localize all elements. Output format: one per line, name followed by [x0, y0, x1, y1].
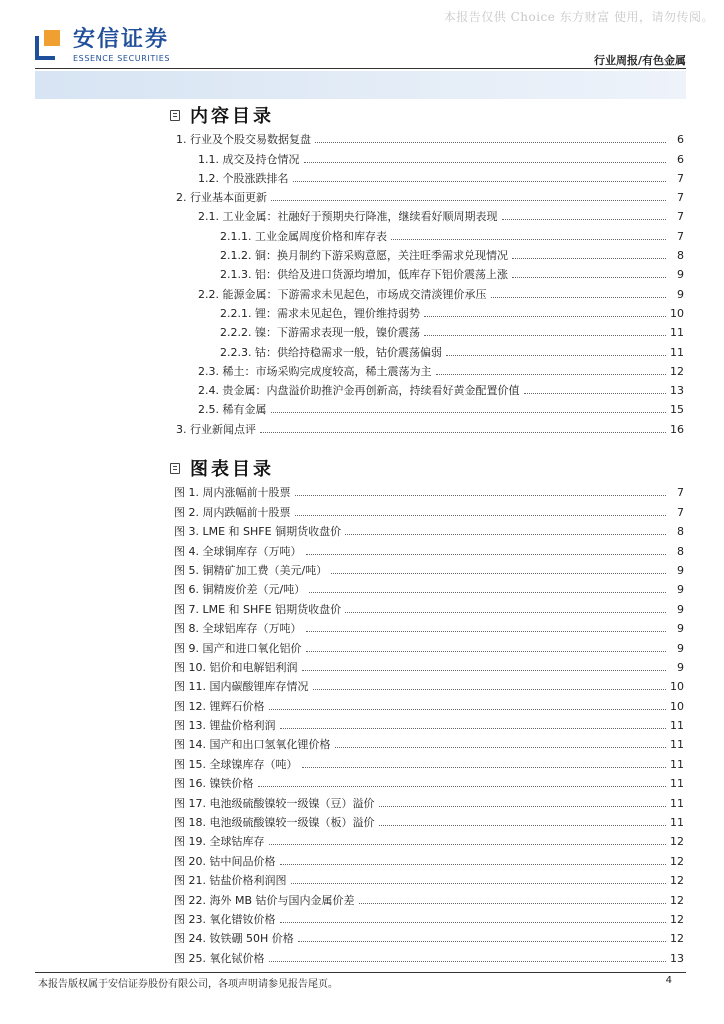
- toc-entry[interactable]: [170, 340, 684, 359]
- dot-leader: [424, 335, 666, 336]
- toc-entry[interactable]: [170, 244, 684, 263]
- entry-page: 11: [670, 816, 684, 830]
- entry-page: 7: [677, 210, 684, 224]
- watermark: 本报告仅供 Choice 东方财富 使用，请勿传阅。: [443, 10, 714, 24]
- dot-leader: [315, 142, 666, 143]
- entry-title: 图 7. LME 和 SHFE 铝期货收盘价: [174, 602, 342, 616]
- entry-title: 2.2.3. 钴：供给持稳需求一般，钴价震荡偏弱: [220, 345, 442, 359]
- entry-title: 图 19. 全球钴库存: [174, 835, 265, 849]
- dot-leader: [391, 239, 666, 240]
- dot-leader: [379, 806, 667, 807]
- dot-leader: [306, 631, 667, 632]
- entry-page: 9: [677, 602, 684, 616]
- entry-page: 10: [670, 306, 684, 320]
- entry-title: 2.4. 贵金属：内盘溢价助推沪金再创新高，持续看好黄金配置价值: [198, 384, 520, 398]
- dot-leader: [306, 651, 667, 652]
- dot-leader: [512, 277, 666, 278]
- entry-title: 1.2. 个股涨跌排名: [198, 171, 289, 185]
- entry-page: 13: [670, 384, 684, 398]
- entry-page: 7: [677, 486, 684, 500]
- company-logo: [35, 28, 170, 63]
- entry-title: 图 4. 全球铜库存（万吨）: [174, 544, 302, 558]
- figure-entry[interactable]: [170, 849, 684, 868]
- figure-entry[interactable]: [170, 500, 684, 519]
- entry-title: 1. 行业及个股交易数据复盘: [176, 133, 311, 147]
- dot-leader: [269, 709, 667, 710]
- entry-title: 1.1. 成交及持仓情况: [198, 152, 300, 166]
- dot-leader: [258, 786, 667, 787]
- report-type: 行业周报/有色金属: [593, 54, 686, 67]
- toc-entry[interactable]: [170, 302, 684, 321]
- entry-page: 12: [670, 835, 684, 849]
- dot-leader: [335, 747, 667, 748]
- entry-page: 11: [670, 738, 684, 752]
- footer-divider: [35, 972, 686, 973]
- dot-leader: [436, 374, 667, 375]
- toc-entry[interactable]: [170, 398, 684, 417]
- figure-entry[interactable]: [170, 888, 684, 907]
- dot-leader: [359, 903, 666, 904]
- entry-page: 11: [670, 757, 684, 771]
- logo-icon: [35, 30, 65, 62]
- entry-title: 图 24. 钕铁硼 50H 价格: [174, 932, 294, 946]
- entry-page: 11: [670, 796, 684, 810]
- entry-page: 11: [670, 719, 684, 733]
- figure-entry[interactable]: [170, 811, 684, 830]
- toc-entry[interactable]: [170, 379, 684, 398]
- figure-entry[interactable]: [170, 656, 684, 675]
- header-divider: [35, 68, 686, 69]
- brand-name-cn: 安信证券: [73, 27, 170, 52]
- footer-disclaimer: 本报告版权属于安信证券股份有限公司，各项声明请参见报告尾页。: [38, 979, 338, 990]
- figure-entry[interactable]: [170, 908, 684, 927]
- list-icon: [170, 463, 180, 474]
- figure-entry[interactable]: [170, 772, 684, 791]
- dot-leader: [269, 961, 667, 962]
- figure-entry[interactable]: [170, 617, 684, 636]
- entry-title: 图 14. 国产和出口氢氧化锂价格: [174, 738, 331, 752]
- figure-entry[interactable]: [170, 714, 684, 733]
- entry-page: 9: [677, 268, 684, 282]
- toc-entry[interactable]: [170, 360, 684, 379]
- figure-entry[interactable]: [170, 481, 684, 500]
- toc-section: [170, 102, 684, 437]
- entry-title: 图 22. 海外 MB 钴价与国内金属价差: [174, 893, 355, 907]
- figure-entry[interactable]: [170, 636, 684, 655]
- dot-leader: [280, 864, 667, 865]
- figure-entry[interactable]: [170, 675, 684, 694]
- entry-title: 图 13. 锂盐价格利润: [174, 719, 276, 733]
- entry-title: 图 2. 周内跌幅前十股票: [174, 505, 291, 519]
- entry-title: 图 20. 钴中间品价格: [174, 854, 276, 868]
- entry-title: 3. 行业新闻点评: [176, 422, 256, 436]
- toc-title: 内容目录: [190, 106, 274, 127]
- figure-entry[interactable]: [170, 520, 684, 539]
- figure-entry[interactable]: [170, 694, 684, 713]
- dot-leader: [298, 941, 666, 942]
- entry-title: 图 17. 电池级硫酸镍较一级镍（豆）溢价: [174, 796, 375, 810]
- dot-leader: [424, 316, 666, 317]
- dot-leader: [345, 612, 666, 613]
- entry-title: 图 1. 周内涨幅前十股票: [174, 486, 291, 500]
- toc-entry[interactable]: [170, 147, 684, 166]
- entry-title: 2.2. 能源金属：下游需求未见起色，市场成交清淡锂价承压: [198, 287, 487, 301]
- header-band: [35, 71, 686, 99]
- entry-title: 2.1.2. 铜：换月制约下游采购意愿，关注旺季需求兑现情况: [220, 249, 508, 263]
- dot-leader: [295, 515, 667, 516]
- entry-title: 图 5. 铜精矿加工费（美元/吨）: [174, 563, 328, 577]
- entry-page: 11: [670, 326, 684, 340]
- entry-title: 图 8. 全球铝库存（万吨）: [174, 622, 302, 636]
- entry-page: 11: [670, 777, 684, 791]
- toc-list: [170, 128, 684, 437]
- entry-page: 11: [670, 345, 684, 359]
- entry-title: 2.2.2. 镍：下游需求表现一般，镍价震荡: [220, 326, 420, 340]
- page-number: 4: [665, 975, 672, 986]
- entry-title: 图 15. 全球镍库存（吨）: [174, 757, 298, 771]
- dot-leader: [293, 181, 667, 182]
- figure-entry[interactable]: [170, 578, 684, 597]
- figure-entry[interactable]: [170, 869, 684, 888]
- entry-page: 9: [677, 583, 684, 597]
- dot-leader: [302, 767, 667, 768]
- dot-leader: [345, 534, 666, 535]
- entry-title: 2.5. 稀有金属: [198, 403, 267, 417]
- brand-name-en: ESSENCE SECURITIES: [73, 54, 171, 63]
- entry-title: 图 11. 国内碳酸锂库存情况: [174, 680, 309, 694]
- entry-page: 9: [677, 660, 684, 674]
- figure-entry[interactable]: [170, 539, 684, 558]
- dot-leader: [379, 825, 667, 826]
- toc-entry[interactable]: [170, 205, 684, 224]
- dot-leader: [269, 844, 667, 845]
- dot-leader: [271, 200, 666, 201]
- dot-leader: [302, 670, 667, 671]
- toc-entry[interactable]: [170, 282, 684, 301]
- dot-leader: [295, 495, 667, 496]
- figure-entry[interactable]: [170, 559, 684, 578]
- entry-title: 图 12. 锂辉石价格: [174, 699, 265, 713]
- dot-leader: [446, 355, 666, 356]
- entry-page: 10: [670, 699, 684, 713]
- entry-title: 2.3. 稀土：市场采购完成度较高，稀土震荡为主: [198, 364, 432, 378]
- dot-leader: [491, 297, 667, 298]
- entry-title: 2.1. 工业金属：社融好于预期央行降准，继续看好顺周期表现: [198, 210, 498, 224]
- dot-leader: [309, 592, 666, 593]
- entry-page: 9: [677, 563, 684, 577]
- figure-section: [170, 455, 684, 966]
- entry-page: 9: [677, 287, 684, 301]
- entry-page: 9: [677, 641, 684, 655]
- dot-leader: [291, 883, 667, 884]
- entry-page: 7: [677, 505, 684, 519]
- entry-title: 2.2.1. 锂：需求未见起色，锂价维持弱势: [220, 306, 420, 320]
- figure-entry[interactable]: [170, 597, 684, 616]
- figure-list: [170, 481, 684, 966]
- figure-entry[interactable]: [170, 791, 684, 810]
- figures-title: 图表目录: [190, 459, 274, 480]
- dot-leader: [271, 412, 667, 413]
- figure-entry[interactable]: [170, 733, 684, 752]
- entry-title: 图 16. 镍铁价格: [174, 777, 254, 791]
- dot-leader: [260, 432, 666, 433]
- toc-entry[interactable]: [170, 167, 684, 186]
- entry-title: 图 21. 钴盐价格利润图: [174, 874, 287, 888]
- dot-leader: [280, 922, 667, 923]
- entry-page: 8: [677, 249, 684, 263]
- list-icon: [170, 110, 180, 121]
- entry-title: 图 10. 铝价和电解铝利润: [174, 660, 298, 674]
- entry-title: 图 23. 氧化镨钕价格: [174, 912, 276, 926]
- entry-title: 2.1.1. 工业金属周度价格和库存表: [220, 229, 387, 243]
- dot-leader: [306, 554, 667, 555]
- figure-entry[interactable]: [170, 752, 684, 771]
- entry-title: 2. 行业基本面更新: [176, 191, 267, 205]
- entry-page: 13: [670, 951, 684, 965]
- dot-leader: [313, 689, 667, 690]
- entry-page: 9: [677, 622, 684, 636]
- toc-entry[interactable]: [170, 186, 684, 205]
- entry-page: 8: [677, 544, 684, 558]
- entry-page: 8: [677, 525, 684, 539]
- entry-page: 6: [677, 133, 684, 147]
- toc-entry[interactable]: [170, 417, 684, 436]
- entry-title: 图 25. 氧化铽价格: [174, 951, 265, 965]
- entry-title: 图 6. 铜精废价差（元/吨）: [174, 583, 306, 597]
- figure-entry[interactable]: [170, 946, 684, 965]
- entry-title: 图 18. 电池级硫酸镍较一级镍（板）溢价: [174, 816, 375, 830]
- entry-page: 12: [670, 932, 684, 946]
- dot-leader: [502, 219, 667, 220]
- dot-leader: [280, 728, 667, 729]
- entry-page: 7: [677, 171, 684, 185]
- figure-entry[interactable]: [170, 927, 684, 946]
- entry-page: 12: [670, 364, 684, 378]
- entry-page: 12: [670, 893, 684, 907]
- entry-page: 12: [670, 912, 684, 926]
- entry-page: 6: [677, 152, 684, 166]
- entry-page: 15: [670, 403, 684, 417]
- dot-leader: [512, 258, 666, 259]
- toc-entry[interactable]: [170, 224, 684, 243]
- figure-entry[interactable]: [170, 830, 684, 849]
- entry-page: 7: [677, 229, 684, 243]
- dot-leader: [331, 573, 666, 574]
- entry-page: 16: [670, 422, 684, 436]
- entry-title: 2.1.3. 铝：供给及进口货源均增加，低库存下铝价震荡上涨: [220, 268, 508, 282]
- toc-entry[interactable]: [170, 128, 684, 147]
- entry-title: 图 3. LME 和 SHFE 铜期货收盘价: [174, 525, 342, 539]
- dot-leader: [524, 393, 667, 394]
- entry-page: 7: [677, 191, 684, 205]
- entry-page: 10: [670, 680, 684, 694]
- entry-title: 图 9. 国产和进口氧化铝价: [174, 641, 302, 655]
- toc-entry[interactable]: [170, 321, 684, 340]
- entry-page: 12: [670, 874, 684, 888]
- entry-page: 12: [670, 854, 684, 868]
- dot-leader: [304, 162, 667, 163]
- toc-entry[interactable]: [170, 263, 684, 282]
